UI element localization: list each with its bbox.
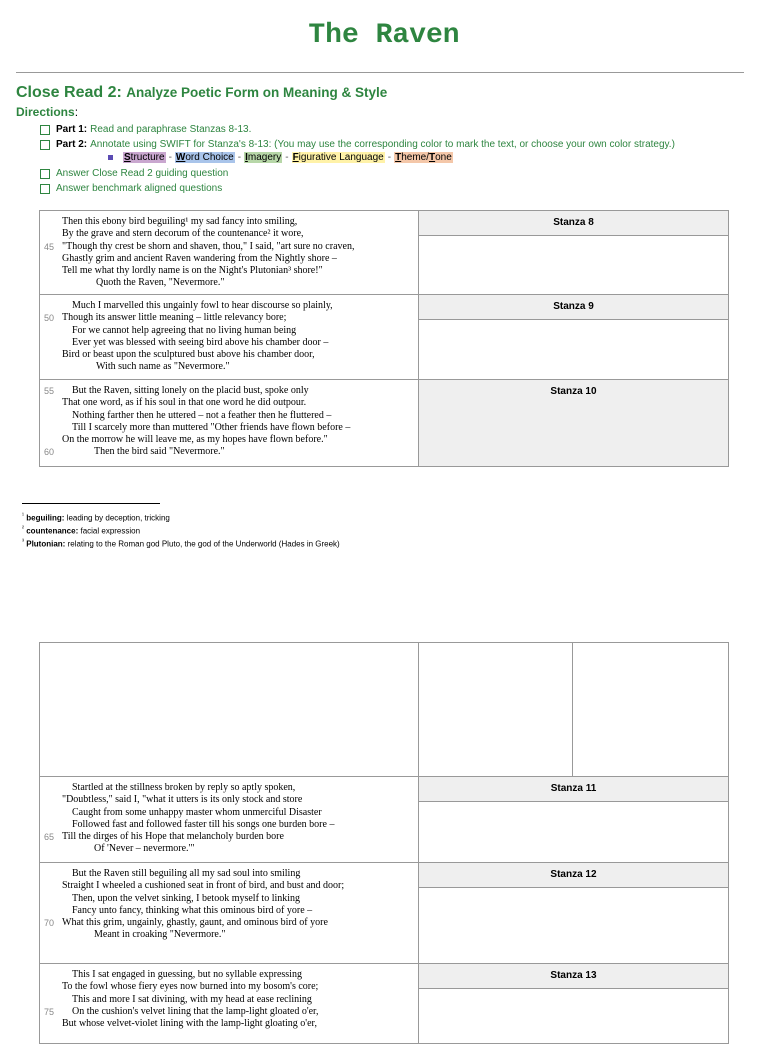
poem-line [62, 253, 418, 265]
stanza-text [40, 295, 419, 380]
poem-line [62, 994, 418, 1006]
line-number: 70 [44, 918, 55, 929]
checkbox[interactable] [40, 140, 50, 150]
line-text: But whose velvet-violet lining with the lamp-light gloating o'er, [62, 1018, 317, 1030]
line-number: 75 [44, 1006, 55, 1017]
line-text: Ever yet was blessed with seeing bird above his chamber door – [72, 336, 329, 348]
poem-line [62, 1018, 418, 1030]
stanza-row [40, 211, 729, 295]
line-text: Straight I wheeled a cushioned seat in front of bird, and bust and door; [62, 880, 345, 892]
line-text: Meant in croaking "Nevermore." [94, 929, 226, 941]
swift-legend: Structure - Word Choice - Imagery - Figurative Language - Theme/Tone [108, 152, 453, 163]
line-text: Startled at the stillness broken by reply so aptly spoken, [72, 782, 296, 793]
blank-cell[interactable] [419, 643, 573, 777]
line-number: 55 [44, 386, 55, 396]
line-text: Then the bird said "Nevermore." [94, 446, 225, 458]
poem-line [62, 929, 418, 941]
line-number: 65 [44, 832, 55, 843]
line-text: On the morrow he will leave me, as my hopes have flown before." [62, 434, 328, 446]
poem-line [62, 228, 418, 240]
line-text: Of 'Never – nevermore.'" [94, 843, 195, 855]
footnote: $^{^1}$ beguiling: leading by deception, tricking [22, 513, 170, 523]
line-text: Followed fast and followed faster till his songs one burden bore – [72, 818, 335, 830]
stanza-label: Stanza 13 [419, 964, 728, 989]
stanza-text [40, 863, 419, 964]
footnotes [22, 511, 340, 550]
poem-line [62, 782, 418, 794]
line-number: 50 [44, 313, 55, 324]
checklist-item-part2[interactable]: Part 2: Annotate using SWIFT for Stanza's 8-13: (You may use the corresponding color to mark the text, or choose your own color strategy.) [40, 139, 675, 150]
annotation-cell[interactable] [419, 380, 729, 467]
line-text: This I sat engaged in guessing, but no syllable expressing [72, 969, 302, 980]
poem-line [62, 868, 418, 880]
bullet-icon [108, 155, 113, 160]
checkbox[interactable] [40, 125, 50, 135]
checklist-item-benchmark-questions[interactable]: Answer benchmark aligned questions [40, 183, 222, 194]
line-text: Till I scarcely more than muttered "Other friends have flown before – [72, 421, 351, 433]
checklist-item-guiding-question[interactable]: Answer Close Read 2 guiding question [40, 168, 228, 179]
stanza-text [40, 777, 419, 863]
stanza-label: Stanza 9 [419, 295, 728, 320]
poem-line [62, 422, 418, 434]
line-text: On the cushion's velvet lining that the lamp-light gloated o'er, [72, 1005, 319, 1017]
poem-line [62, 880, 418, 892]
line-text: For we cannot help agreeing that no living human being [72, 324, 297, 336]
line-number: 60 [44, 447, 55, 458]
poem-line [44, 240, 418, 253]
line-text: This and more I sat divining, with my head at ease reclining [72, 993, 312, 1005]
poem-line [62, 265, 418, 277]
swift-figurative-language: Figurative Language [292, 152, 384, 163]
blank-row [40, 643, 729, 777]
poem-line [44, 831, 418, 843]
swift-imagery: Imagery [245, 152, 282, 163]
line-text: But the Raven, sitting lonely on the placid bust, spoke only [72, 385, 309, 396]
line-text: Much I marvelled this ungainly fowl to hear discourse so plainly, [72, 300, 333, 311]
stanza-label: Stanza 12 [419, 863, 728, 888]
swift-structure: Structure [124, 152, 165, 163]
heading-part1: Close Read 2: [16, 84, 122, 101]
footnote: $^{^3}$ Plutonian: relating to the Roman god Pluto, the god of the Underworld (Hades in Greek) [22, 539, 340, 549]
line-text: That one word, as if his soul in that one word he did outpour. [62, 397, 307, 409]
line-text: Then this ebony bird beguiling¹ my sad fancy into smiling, [62, 216, 298, 227]
stanza-row [40, 380, 729, 467]
poem-line [62, 981, 418, 993]
poem-line [44, 446, 418, 458]
line-text: "Doubtless," said I, "what it utters is its only stock and store [62, 794, 303, 806]
poem-line [44, 917, 418, 929]
annotation-cell[interactable] [419, 964, 729, 1044]
line-text: To the fowl whose fiery eyes now burned into my bosom's core; [62, 981, 319, 993]
poem-line [62, 893, 418, 905]
poem-table-top [39, 210, 729, 467]
stanza-label: Stanza 8 [419, 211, 728, 236]
poem-line [44, 385, 418, 397]
directions-label: Directions: [16, 105, 79, 119]
poem-line [62, 361, 418, 373]
poem-line [62, 300, 418, 312]
poem-line [62, 337, 418, 349]
annotation-cell[interactable] [419, 863, 729, 964]
poem-line [62, 843, 418, 855]
heading-part2: Analyze Poetic Form on Meaning & Style [126, 85, 388, 100]
annotation-cell[interactable] [419, 777, 729, 863]
line-text: Though its answer little meaning – little relevancy bore; [62, 312, 287, 324]
checkbox[interactable] [40, 169, 50, 179]
stanza-label: Stanza 11 [419, 777, 728, 802]
line-text: Till the dirges of his Hope that melancholy burden bore [62, 831, 284, 843]
poem-table-bottom [39, 642, 729, 1044]
poem-line [62, 819, 418, 831]
stanza-row [40, 964, 729, 1044]
poem-line [62, 794, 418, 806]
blank-cell[interactable] [573, 643, 729, 777]
line-text: Ghastly grim and ancient Raven wandering from the Nightly shore – [62, 252, 337, 264]
line-text: Caught from some unhappy master whom unmerciful Disaster [72, 806, 322, 818]
line-text: But the Raven still beguiling all my sad soul into smiling [72, 868, 301, 879]
poem-line [62, 969, 418, 981]
swift-theme-tone: Theme/Tone [395, 152, 452, 163]
poem-line [44, 1005, 418, 1018]
poem-line [62, 216, 418, 228]
poem-line [62, 807, 418, 819]
poem-line [62, 410, 418, 422]
poem-line [62, 325, 418, 337]
poem-line [62, 397, 418, 409]
stanza-row [40, 863, 729, 964]
checklist-item-part1[interactable]: Part 1: Read and paraphrase Stanzas 8-13. [40, 124, 251, 135]
annotation-cell[interactable] [419, 295, 729, 380]
poem-line [44, 312, 418, 324]
footnote: $^{^2}$ countenance: facial expression [22, 526, 141, 536]
title-divider [16, 72, 744, 73]
poem-line [62, 905, 418, 917]
stanza-text [40, 964, 419, 1044]
line-text: Nothing farther then he uttered – not a feather then he fluttered – [72, 409, 332, 421]
stanza-row [40, 295, 729, 380]
stanza-label: Stanza 10 [419, 380, 728, 404]
swift-word-choice: Word Choice [175, 152, 234, 163]
checkbox[interactable] [40, 184, 50, 194]
line-number: 45 [44, 241, 55, 252]
poem-line [62, 277, 418, 289]
poem-line [62, 434, 418, 446]
footnote-rule [22, 503, 160, 504]
line-text: Quoth the Raven, "Nevermore." [96, 277, 225, 289]
blank-cell [40, 643, 419, 777]
line-text: With such name as "Nevermore." [96, 361, 230, 373]
stanza-row [40, 777, 729, 863]
line-text: By the grave and stern decorum of the countenance² it wore, [62, 228, 304, 240]
line-text: Tell me what thy lordly name is on the Night's Plutonian³ shore!" [62, 265, 323, 277]
line-text: "Though thy crest be shorn and shaven, thou," I said, "art sure no craven, [62, 240, 355, 252]
annotation-cell[interactable] [419, 211, 729, 295]
poem-line [62, 349, 418, 361]
line-text: What this grim, ungainly, ghastly, gaunt, and ominous bird of yore [62, 917, 328, 929]
line-text: Bird or beast upon the sculptured bust above his chamber door, [62, 349, 315, 361]
page-title: The Raven [308, 20, 460, 51]
line-text: Fancy unto fancy, thinking what this ominous bird of yore – [72, 904, 313, 916]
stanza-text [40, 380, 419, 467]
line-text: Then, upon the velvet sinking, I betook myself to linking [72, 892, 301, 904]
stanza-text [40, 211, 419, 295]
section-heading [16, 84, 387, 102]
